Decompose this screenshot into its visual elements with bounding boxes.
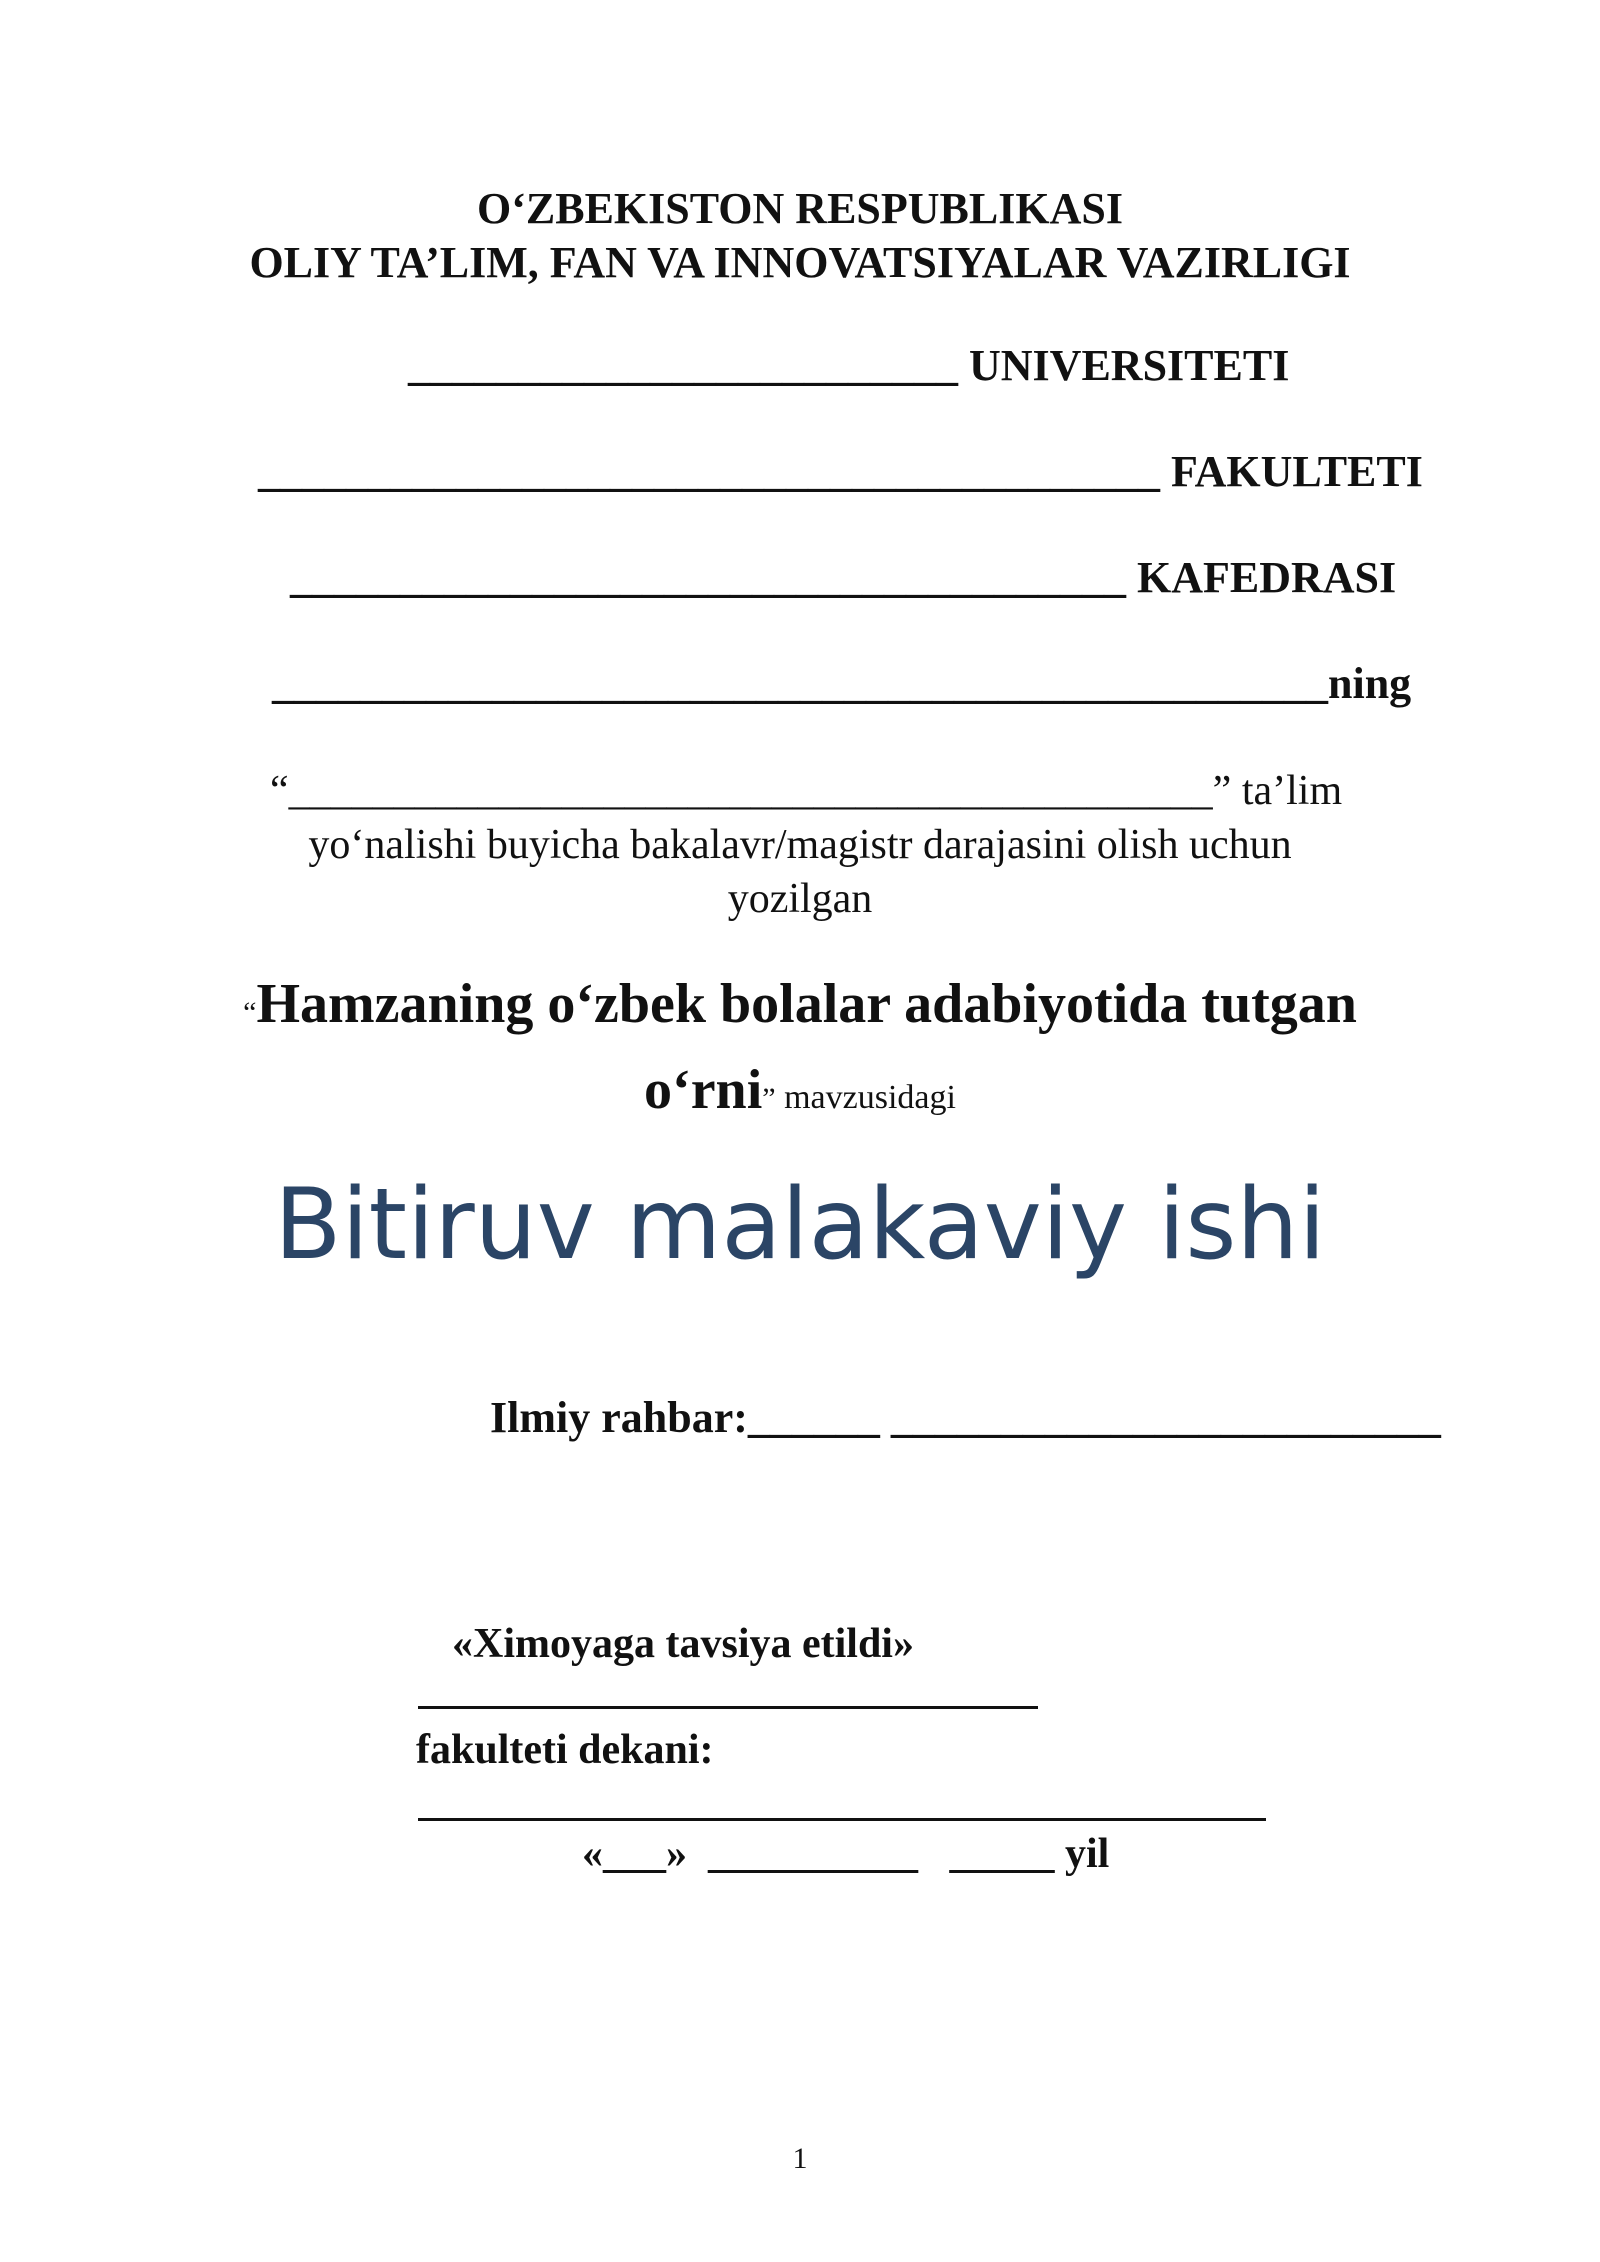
dean-name-blank-rule[interactable] (418, 1818, 1266, 1821)
direction-line-1-tail: ta’lim (1231, 768, 1343, 814)
dean-label: fakulteti dekani: (416, 1727, 714, 1773)
faculty-blank[interactable]: _________________________________________ (258, 447, 1160, 496)
date-suffix: yil (1054, 1831, 1110, 1877)
topic-open-quote: “ (243, 996, 257, 1029)
advisor-blank-2[interactable]: _________________________ (890, 1393, 1441, 1442)
topic-line-2 (0, 1054, 1600, 1140)
topic-suffix: mavzusidagi (775, 1079, 956, 1116)
ministry-line-1: O‘ZBEKISTON RESPUBLIKASI (477, 184, 1123, 233)
topic-line-1 (0, 968, 1600, 1054)
advisor-label: Ilmiy rahbar: (490, 1393, 748, 1442)
date-line (582, 1830, 1109, 1878)
date-year-blank[interactable]: _____ (949, 1831, 1055, 1877)
department-blank[interactable]: ______________________________________ (290, 553, 1126, 602)
department-line (290, 552, 1396, 603)
faculty-label: FAKULTETI (1160, 447, 1423, 496)
advisor-blank-1[interactable]: ______ (747, 1393, 880, 1442)
thesis-topic (0, 968, 1600, 1140)
ministry-line-2: OLIY TA’LIM, FAN VA INNOVATSIYALAR VAZIRLIGI (249, 238, 1351, 287)
direction-close-quote: ” (1212, 768, 1232, 814)
direction-blank[interactable]: ____________________________________________ (288, 768, 1213, 814)
topic-title-part-2: o‘rni (644, 1059, 763, 1121)
date-close-quote: » (666, 1831, 687, 1877)
topic-title-part-1: Hamzaning o‘zbek bolalar adabiyotida tutgan (256, 973, 1357, 1035)
direction-open-quote: “ (270, 768, 289, 814)
direction-line-2: yo‘nalishi buyicha bakalavr/magistr darajasini olish uchun (308, 822, 1292, 868)
defense-recommendation: «Ximoyaga tavsiya etildi» (452, 1621, 914, 1667)
faculty-line (258, 446, 1423, 497)
university-blank[interactable]: _________________________ (408, 341, 958, 390)
topic-close-quote: ” (762, 1082, 776, 1115)
date-open-quote: « (582, 1831, 603, 1877)
direction-line-3: yozilgan (727, 876, 873, 922)
page-number: 1 (792, 2142, 808, 2175)
student-line (272, 658, 1411, 709)
direction-line-1 (270, 764, 1342, 818)
date-month-blank[interactable]: __________ (708, 1831, 918, 1877)
student-suffix: ning (1328, 659, 1412, 708)
date-day-blank[interactable]: ___ (603, 1831, 666, 1877)
advisor-line (490, 1392, 1441, 1443)
work-title: Bitiruv malakaviy ishi (274, 1168, 1326, 1282)
university-label: UNIVERSITETI (958, 341, 1290, 390)
ministry-header (0, 182, 1600, 290)
student-blank[interactable]: ________________________________________________ (272, 659, 1328, 708)
faculty-name-blank-rule[interactable] (418, 1706, 1038, 1709)
department-label: KAFEDRASI (1126, 553, 1397, 602)
university-line (408, 340, 1289, 391)
